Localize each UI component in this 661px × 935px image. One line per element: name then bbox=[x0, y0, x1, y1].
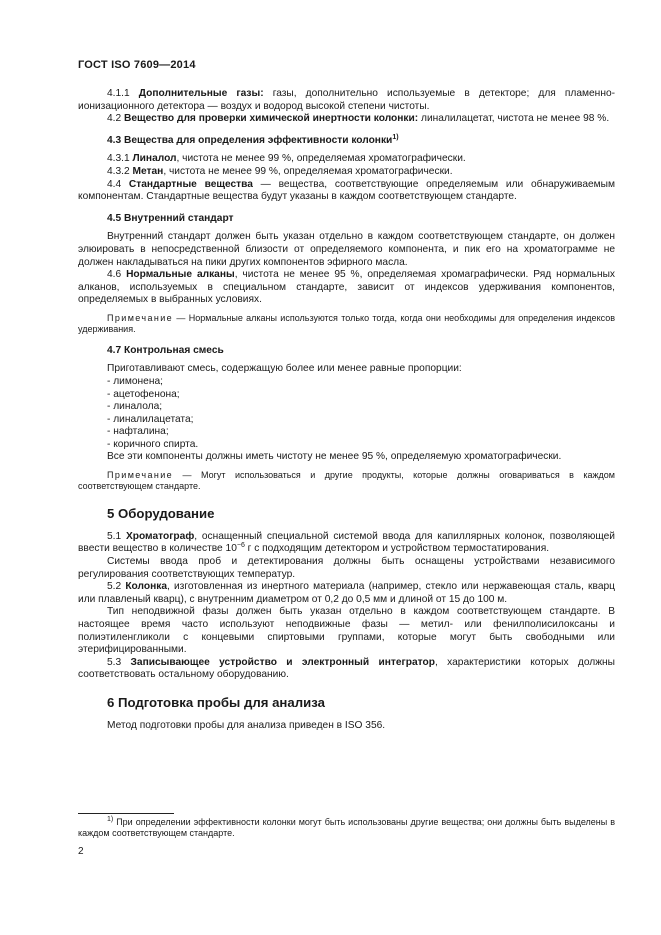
clause-4-7-end: Все эти компоненты должны иметь чистоту не менее 95 %, определяемую хроматографически. bbox=[107, 451, 562, 463]
heading-4-5: 4.5 Внутренний стандарт bbox=[107, 212, 234, 224]
list-item: - ацетофенона; bbox=[107, 388, 180, 400]
heading-4-7: 4.7 Контрольная смесь bbox=[107, 344, 224, 356]
clause-4-5: Внутренний стандарт должен быть указан отдельно в каждом соответствующем стандарте, он должен элюировать в непосредственной близости от определяемого компонента, и пик его на хроматограмме не должен накладываться на пики других компонентов эфирного масла. bbox=[78, 231, 615, 268]
page-body bbox=[78, 88, 615, 733]
note-other-products: Примечание — Могут использоваться и другие продукты, которые должны оговариваться в каждом соответствующем стандарте. bbox=[78, 470, 615, 492]
note-alkanes: Примечание — Нормальные алканы используются только тогда, когда они необходимы для определения индексов удерживания. bbox=[78, 312, 615, 335]
section-6-title: 6 Подготовка пробы для анализа bbox=[107, 695, 325, 710]
clause-4-6: 4.6 Нормальные алканы, чистота не менее 95 %, определяемая хромаграфически. Ряд нормальных алканов, используемых в специальном стандарте, зависит от индексов удерживания компонентов, определяемых в выбранных условиях. bbox=[78, 269, 615, 306]
list-item: - лимонена; bbox=[107, 375, 163, 387]
clause-4-3-1: 4.3.1 Линалол, чистота не менее 99 %, определяемая хроматографически. bbox=[107, 153, 466, 165]
page-number: 2 bbox=[78, 846, 84, 857]
clause-5-1: 5.1 Хроматограф, оснащенный специальной системой ввода для капиллярных колонок, позволяющей ввести вещество в количестве $10^{-6}$ г с подходящим детектором и устройством термостатирования. bbox=[78, 530, 615, 555]
footnote-divider bbox=[78, 813, 174, 814]
document-header: ГОСТ ISO 7609—2014 bbox=[78, 59, 196, 71]
section-5-title: 5 Оборудование bbox=[107, 505, 215, 521]
clause-4-2: 4.2 Вещество для проверки химической инертности колонки: линалилацетат, чистота не менее 98 %. bbox=[107, 113, 610, 125]
clause-4-1-1: 4.1.1 Дополнительные газы: газы, дополнительно используемые в детекторе; для пламенно-ионизационного детектора — воздух и водород высокой степени чистоты. bbox=[78, 88, 615, 112]
footnote: $^{1)}$ При определении эффективности колонки могут быть использованы другие вещества; они должны быть выделены в каждом соответствующем стандарте. bbox=[78, 816, 615, 839]
clause-5-2: 5.2 Колонка, изготовленная из инертного материала (например, стекло или нержавеющая сталь, кварц или плавленый кварц), с внутренним диаметром от 0,2 до 0,5 мм и длиной от 15 до 100 м. bbox=[78, 581, 615, 605]
list-item: - коричного спирта. bbox=[107, 438, 199, 450]
list-item: - нафталина; bbox=[107, 426, 169, 438]
list-item: - линалола; bbox=[107, 401, 163, 413]
clause-4-4: 4.4 Стандартные вещества — вещества, соответствующие определяемым или обнаруживаемым компонентам. Стандартные вещества будут указаны в каждом соответствующем стандарте. bbox=[78, 178, 615, 203]
clause-6: Метод подготовки пробы для анализа приведен в ISO 356. bbox=[107, 720, 386, 731]
clause-5-1-b: Системы ввода проб и детектирования должны быть оснащены устройствами независимого регулирования соответствующих температур. bbox=[78, 556, 615, 580]
clause-4-3-2: 4.3.2 Метан, чистота не менее 99 %, определяемая хроматографически. bbox=[107, 165, 453, 177]
clause-5-2-b: Тип неподвижной фазы должен быть указан отдельно в каждом соответствующем стандарте. В настоящее время часто используют неподвижные фазы — метил- или фенилполисилоксаны и полиэтиленгликоли с концевыми спиртовыми группами, которые могут быть свободными или этерифицированными. bbox=[78, 606, 615, 656]
clause-4-7-intro: Приготавливают смесь, содержащую более или менее равные пропорции: bbox=[107, 363, 462, 375]
clause-5-3: 5.3 Записывающее устройство и электронный интегратор, характеристики которых должны соответствовать остальному оборудованию. bbox=[78, 656, 615, 681]
mixture-list bbox=[107, 376, 615, 452]
heading-4-3: 4.3 Вещества для определения эффективности колонки$^{1)}$ bbox=[107, 133, 399, 146]
list-item: - линалилацетата; bbox=[107, 413, 194, 425]
